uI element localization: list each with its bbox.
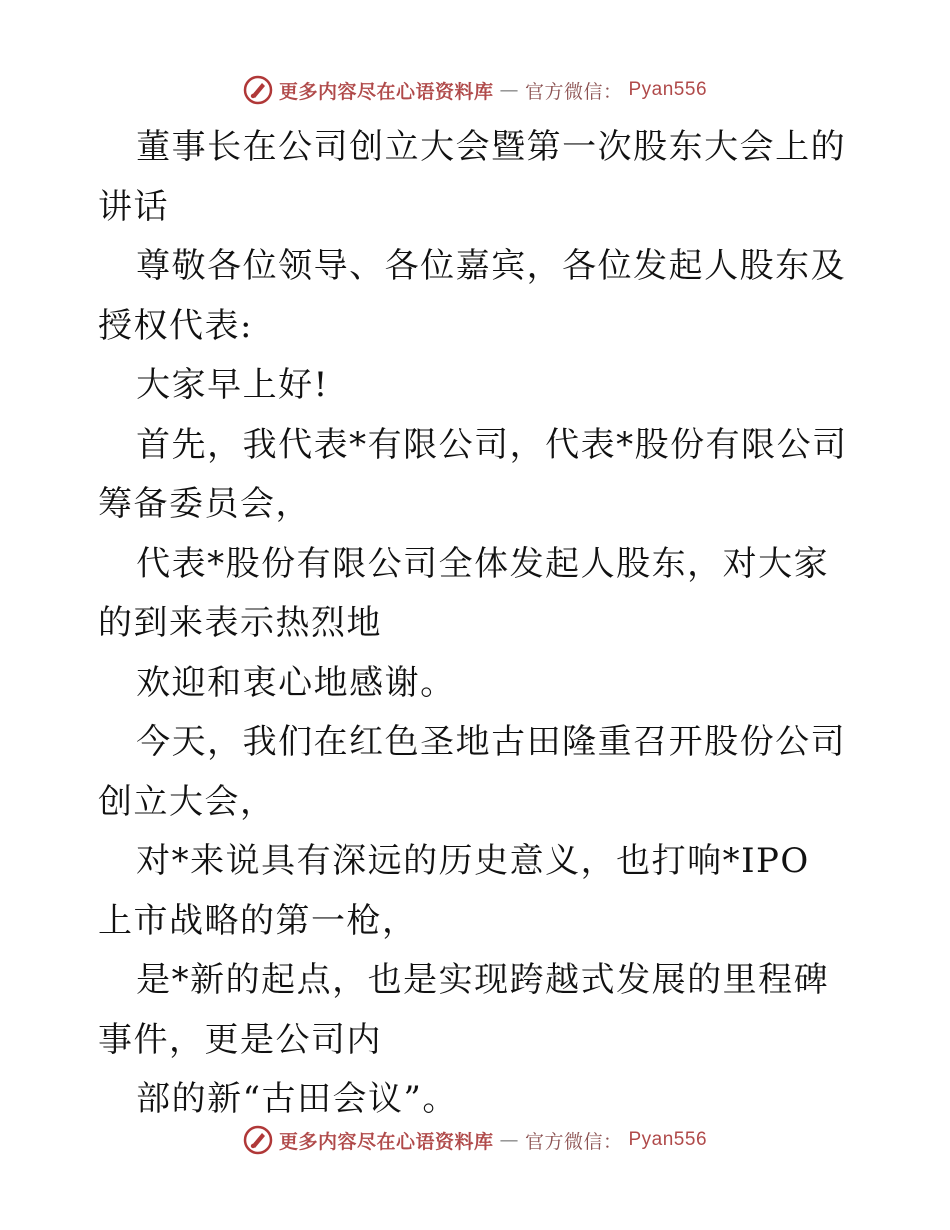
- watermark-official-label: 官方微信：: [524, 80, 623, 103]
- paragraph: 代表*股份有限公司全体发起人股东，对大家的到来表示热烈地: [98, 543, 830, 643]
- watermark-wechat-id: Pyan556: [628, 79, 708, 100]
- brand-logo-icon: [243, 75, 273, 105]
- paragraph: 部的新“古田会议”。: [136, 1079, 458, 1119]
- brand-logo-icon: [243, 1125, 273, 1155]
- watermark-brand: 更多内容尽在心语资料库: [278, 80, 494, 103]
- paragraph: 今天，我们在红色圣地古田隆重召开股份公司创立大会，: [98, 722, 847, 822]
- document-title: 董事长在公司创立大会暨第一次股东大会上的讲话: [98, 127, 847, 227]
- paragraph: 首先，我代表*有限公司，代表*股份有限公司筹备委员会，: [98, 424, 848, 524]
- greeting: 大家早上好!: [136, 365, 329, 405]
- document-body: [98, 118, 854, 1130]
- salutation: 尊敬各位领导、各位嘉宾，各位发起人股东及授权代表:: [98, 246, 847, 346]
- footer-watermark: [0, 1120, 950, 1160]
- watermark-separator: —: [499, 79, 519, 101]
- watermark-official-label: 官方微信：: [524, 1130, 623, 1153]
- paragraph: 是*新的起点，也是实现跨越式发展的里程碑事件，更是公司内: [98, 960, 830, 1060]
- paragraph: 欢迎和衷心地感谢。: [136, 662, 456, 703]
- paragraph: 对*来说具有深远的历史意义，也打响*IPO 上市战略的第一枪，: [98, 841, 810, 941]
- header-watermark: [0, 70, 950, 110]
- watermark-separator: —: [499, 1129, 519, 1151]
- watermark-wechat-id: Pyan556: [628, 1129, 708, 1150]
- watermark-brand: 更多内容尽在心语资料库: [278, 1130, 494, 1153]
